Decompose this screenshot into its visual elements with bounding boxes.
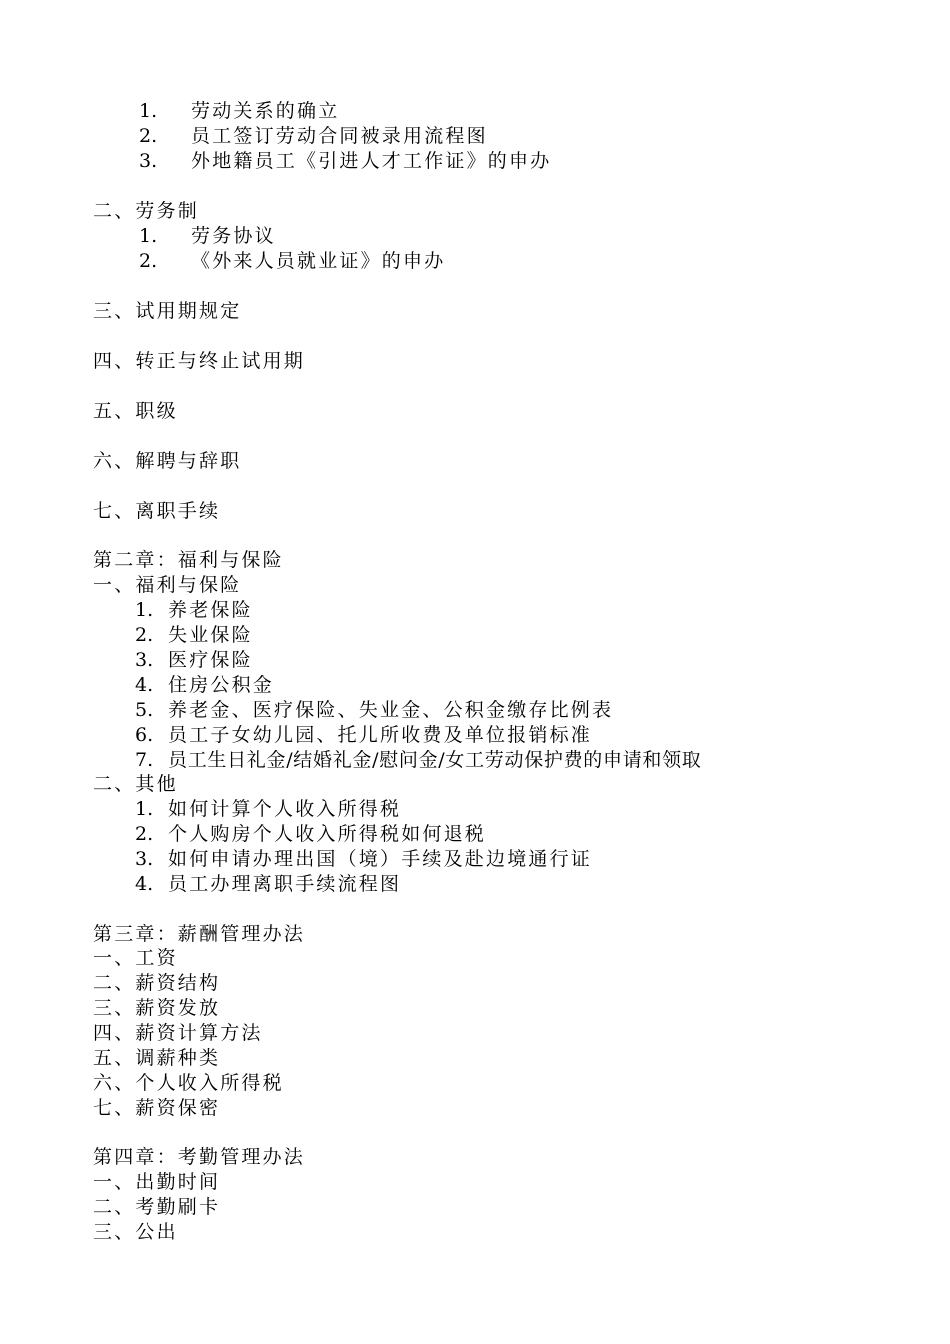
section-heading: 六、解聘与辞职 — [93, 450, 242, 472]
section-heading: 六、个人收入所得税 — [93, 1072, 284, 1094]
section-heading: 一、福利与保险 — [93, 574, 242, 596]
list-item — [135, 748, 702, 773]
list-item — [135, 698, 613, 723]
item-number: 7. — [135, 749, 154, 771]
section-heading: 七、离职手续 — [93, 500, 221, 522]
item-number: 4. — [135, 873, 154, 895]
item-number: 2. — [139, 125, 158, 147]
item-text: 如何申请办理出国（境）手续及赴边境通行证 — [168, 848, 593, 870]
item-text: 《外来人员就业证》的申办 — [191, 250, 446, 272]
item-number: 2. — [139, 250, 158, 272]
list-item — [135, 847, 592, 872]
section-heading: 二、考勤刷卡 — [93, 1196, 221, 1218]
item-number: 1. — [135, 798, 154, 820]
section-heading: 二、薪资结构 — [93, 972, 221, 994]
item-number: 1. — [139, 225, 158, 247]
item-number: 3. — [135, 649, 154, 671]
item-number: 3. — [135, 848, 154, 870]
item-text: 外地籍员工《引进人才工作证》的申办 — [191, 150, 552, 172]
section-heading: 四、转正与终止试用期 — [93, 350, 306, 372]
list-item — [135, 623, 253, 648]
item-number: 3. — [139, 150, 158, 172]
chapter-title: 第四章：考勤管理办法 — [93, 1146, 306, 1168]
item-text: 如何计算个人收入所得税 — [168, 798, 402, 820]
section-heading: 五、职级 — [93, 400, 178, 422]
item-text: 员工子女幼儿园、托儿所收费及单位报销标准 — [168, 724, 593, 746]
section-heading: 一、出勤时间 — [93, 1171, 221, 1193]
section-heading: 三、试用期规定 — [93, 300, 242, 322]
list-item — [135, 822, 486, 847]
list-item — [135, 723, 592, 748]
chapter-title: 第二章：福利与保险 — [93, 549, 284, 571]
item-number: 1. — [135, 599, 154, 621]
item-text: 养老保险 — [168, 599, 253, 621]
item-number: 6. — [135, 724, 154, 746]
item-text: 失业保险 — [168, 624, 253, 646]
chapter-title: 第三章：薪酬管理办法 — [93, 923, 306, 945]
list-item — [135, 797, 401, 822]
list-item — [139, 149, 551, 174]
item-number: 5. — [135, 699, 154, 721]
section-heading: 二、劳务制 — [93, 200, 200, 222]
list-item — [135, 648, 253, 673]
item-text: 劳动关系的确立 — [191, 100, 340, 122]
list-item — [139, 124, 488, 149]
item-number: 1. — [139, 100, 158, 122]
list-item — [135, 673, 274, 698]
list-item — [139, 99, 339, 124]
item-text: 养老金、医疗保险、失业金、公积金缴存比例表 — [168, 699, 614, 721]
item-text: 员工生日礼金/结婚礼金/慰问金/女工劳动保护费的申请和领取 — [168, 749, 702, 771]
section-heading: 七、薪资保密 — [93, 1097, 221, 1119]
list-item — [135, 872, 401, 897]
item-text: 员工签订劳动合同被录用流程图 — [191, 125, 488, 147]
section-heading: 五、调薪种类 — [93, 1047, 221, 1069]
item-text: 员工办理离职手续流程图 — [168, 873, 402, 895]
section-heading: 三、薪资发放 — [93, 997, 221, 1019]
list-item — [139, 224, 276, 249]
section-heading: 三、公出 — [93, 1221, 178, 1243]
item-number: 2. — [135, 624, 154, 646]
item-text: 医疗保险 — [168, 649, 253, 671]
list-item — [139, 249, 445, 274]
item-number: 2. — [135, 823, 154, 845]
item-number: 4. — [135, 674, 154, 696]
item-text: 住房公积金 — [168, 674, 275, 696]
item-text: 劳务协议 — [191, 225, 276, 247]
section-heading: 四、薪资计算方法 — [93, 1022, 263, 1044]
list-item — [135, 598, 253, 623]
item-text: 个人购房个人收入所得税如何退税 — [168, 823, 487, 845]
section-heading: 二、其他 — [93, 773, 178, 795]
section-heading: 一、工资 — [93, 947, 178, 969]
